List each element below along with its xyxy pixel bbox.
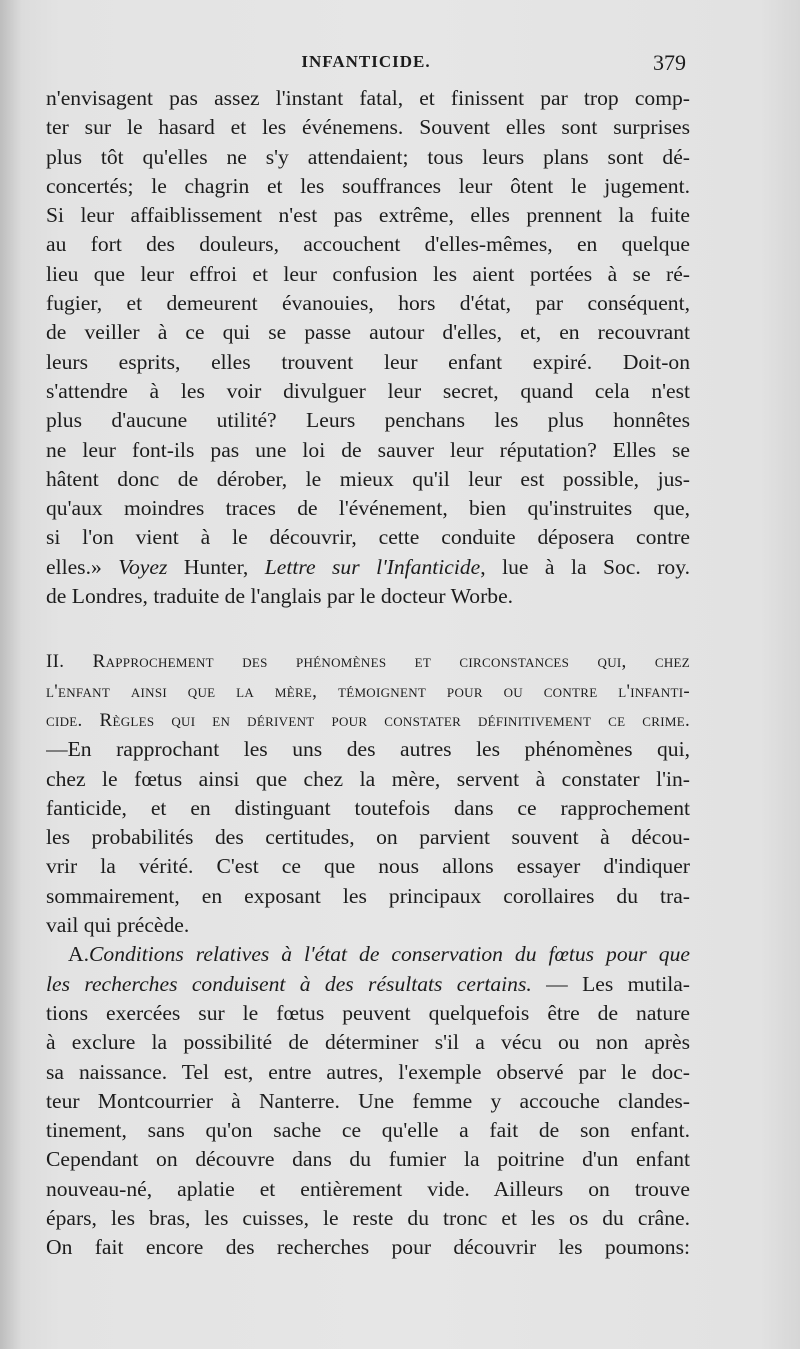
citation-venue: , lue à la Soc. roy. <box>480 554 690 579</box>
citation-title: Lettre sur l'Infanticide <box>264 554 481 579</box>
page-number: 379 <box>653 50 686 75</box>
text-line: —En rapprochant les uns des autres les phénomènes qui, <box>46 737 690 762</box>
text-line: s'attendre à les voir divulguer leur secret, quand cela n'est <box>46 378 690 403</box>
section-heading-line: l'enfant ainsi que la mère, témoignent pour ou contre l'infanti- <box>46 680 690 702</box>
text-line: vail qui précède. <box>46 913 190 938</box>
text-line: chez le fœtus ainsi que chez la mère, servent à constater l'in- <box>46 766 690 791</box>
text-line: n'envisagent pas assez l'instant fatal, et finissent par trop comp- <box>46 86 690 110</box>
text-line: à exclure la possibilité de déterminer s'il a vécu ou non après <box>46 1030 690 1055</box>
text-line: plus tôt qu'elles ne s'y attendaient; tous leurs plans sont dé- <box>46 144 690 169</box>
text-line: hâtent donc de dérober, le mieux qu'il leur est possible, jus- <box>46 466 690 491</box>
subsection-title-cont: les recherches conduisent à des résultats certains. <box>46 971 532 996</box>
text-line: teur Montcourrier à Nanterre. Une femme y accouche clandes- <box>46 1088 690 1113</box>
text-line-citation <box>46 553 690 582</box>
section-ii <box>46 647 690 940</box>
subsection-title: Conditions relatives à l'état de conservation du fœtus pour que <box>89 942 690 967</box>
text-line: Cependant on découvre dans du fumier la poitrine d'un enfant <box>46 1147 690 1172</box>
subsection-a <box>46 940 690 1262</box>
section-gap <box>46 611 690 647</box>
citation-lead: elles.» <box>46 554 119 579</box>
text-line: au fort des douleurs, accouchent d'elles-mêmes, en quelque <box>46 232 690 257</box>
text-line: On fait encore des recherches pour découvrir les poumons: <box>46 1235 690 1260</box>
text-line: tions exercées sur le fœtus peuvent quelquefois être de nature <box>46 1000 690 1025</box>
page-header <box>46 50 686 80</box>
text-line: tinement, sans qu'on sache ce qu'elle a fait de son enfant. <box>46 1118 690 1143</box>
text-line: lieu que leur effroi et leur confusion les aient portées à se ré- <box>46 261 690 286</box>
text-line: concertés; le chagrin et les souffrances leur ôtent le jugement. <box>46 173 690 198</box>
text-line: les probabilités des certitudes, on parvient souvent à décou- <box>46 825 690 850</box>
text-line: vrir la vérité. C'est ce que nous allons essayer d'indiquer <box>46 854 690 879</box>
text-line: fanticide, et en distinguant toutefois dans ce rapprochement <box>46 795 690 820</box>
section-heading-line: cide. Règles qui en dérivent pour constater définitivement ce crime. <box>46 709 690 731</box>
text-line: plus d'aucune utilité? Leurs penchans les plus honnêtes <box>46 408 690 433</box>
paragraph-quote-continuation <box>46 84 690 611</box>
citation-voyez: Voyez <box>118 554 168 579</box>
subsection-label: A. <box>68 942 89 967</box>
text-line: sa naissance. Tel est, entre autres, l'exemple observé par le doc- <box>46 1059 690 1084</box>
text-line: nouveau-né, aplatie et entièrement vide. Ailleurs on trouve <box>46 1176 690 1201</box>
text-line: ne leur font-ils pas une loi de sauver leur réputation? Elles se <box>46 437 690 462</box>
text-line: leurs esprits, elles trouvent leur enfant expiré. Doit-on <box>46 349 690 374</box>
text-line: de veiller à ce qui se passe autour d'elles, et, en recouvrant <box>46 320 690 345</box>
text-line: qu'aux moindres traces de l'événement, bien qu'instruites que, <box>46 496 690 521</box>
text-line: de Londres, traduite de l'anglais par le docteur Worbe. <box>46 584 514 609</box>
text-line: si l'on vient à le découvrir, cette conduite déposera contre <box>46 525 690 550</box>
subsection-title-line <box>46 940 690 969</box>
text-line: Si leur affaiblissement n'est pas extrême, elles prennent la fuite <box>46 203 690 228</box>
subsection-text-start: — Les mutila- <box>531 971 690 996</box>
text-line: épars, les bras, les cuisses, le reste du tronc et les os du crâne. <box>46 1205 690 1230</box>
text-line: fugier, et demeurent évanouies, hors d'état, par conséquent, <box>46 291 690 316</box>
text-line: ter sur le hasard et les événemens. Souvent elles sont surprises <box>46 115 690 140</box>
citation-author: Hunter, <box>167 554 265 579</box>
subsection-title-line <box>46 970 690 999</box>
body-text <box>46 84 690 1263</box>
section-heading-line: II. Rapprochement des phénomènes et circonstances qui, chez <box>46 651 690 673</box>
text-line: sommairement, en exposant les principaux corollaires du tra- <box>46 883 690 908</box>
running-head: INFANTICIDE. <box>301 52 431 71</box>
